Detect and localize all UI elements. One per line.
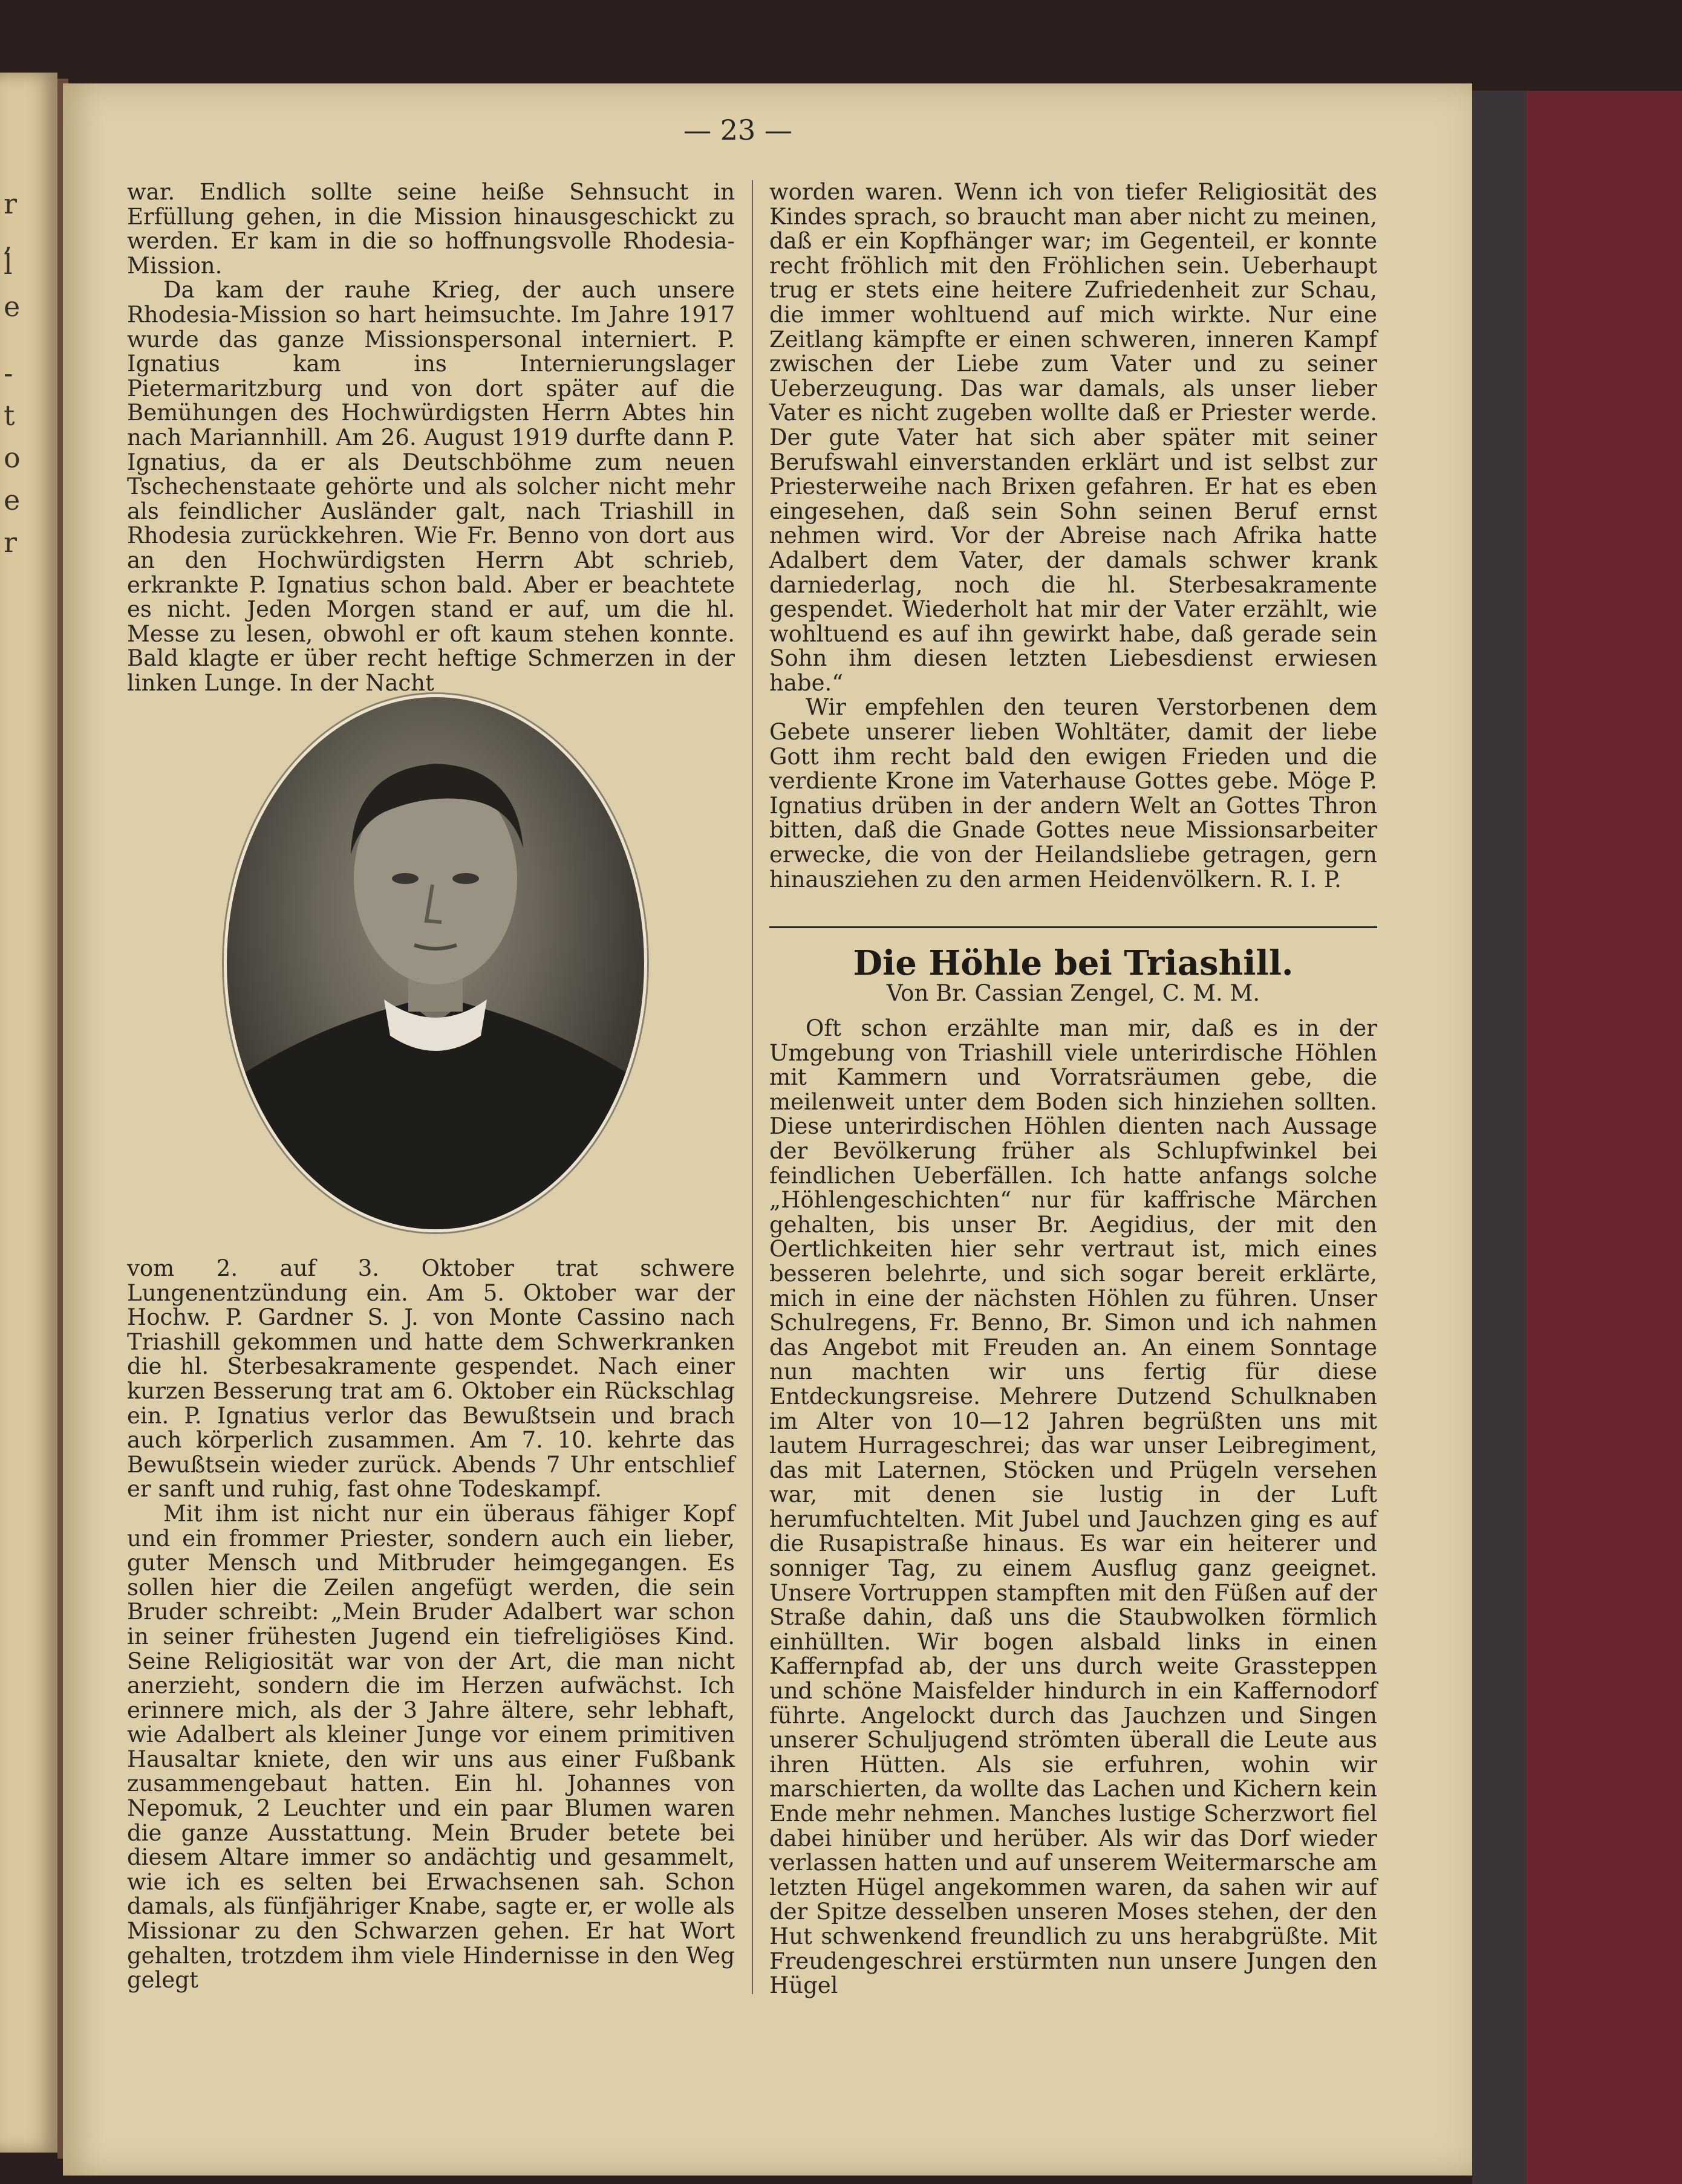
right-column-top [769, 180, 1377, 892]
column-divider [752, 180, 753, 1994]
left-page-fragment: r [4, 526, 17, 559]
paragraph: Oft schon erzählte man mir, daß es in der Umgebung von Triashill viele unterirdische Höhlen mit Kammern und Vorratsräumen gebe, die meilenweit unter dem Boden sich hinziehen sollten. Diese unterirdischen Höhlen dienten nach Aussage der Bevölkerung früher als Schlupfwinkel bei feindlichen Ueberfällen. Ich hatte anfangs solche „Höhlengeschichten“ nur für kaffrische Märchen gehalten, bis unser Br. Aegidius, der mit den Oertlichkeiten hier sehr vertraut ist, mich eines besseren belehrte, und sich sogar bereit erklärte, mich in eine der nächsten Höhlen zu führen. Unser Schulregens, Fr. Benno, Br. Simon und ich nahmen das Angebot mit Freuden an. An einem Sonntage nun machten wir uns fertig für diese Entdeckungsreise. Mehrere Dutzend Schulknaben im Alter von 10—12 Jahren begrüßten uns mit lautem Hurrageschrei; das war unser Leibregiment, das mit Laternen, Stöcken und Prügeln versehen war, mit denen sie lustig in der Luft herumfuchtelten. Mit Jubel und Jauchzen ging es auf die Rusapistraße hinaus. Es war ein heiterer und sonniger Tag, zu einem Ausflug ganz geeignet. Unsere Vortruppen stampften mit den Füßen auf der Straße dahin, daß uns die Staubwolken förmlich einhüllten. Wir bogen alsbald links in einen Kaffernpfad ab, der uns durch weite Grassteppen und schöne Maisfelder hindurch in ein Kaffernodorf führte. Angelockt durch das Jauchzen und Singen unserer Schuljugend strömten überall die Leute aus ihren Hütten. Als sie erfuhren, wohin wir marschierten, da wollte das Lachen und Kichern kein Ende mehr nehmen. Manches lustige Scherzwort fiel dabei hinüber und herüber. Als wir das Dorf wieder verlassen hatten und auf unserem Weitermarsche am letzten Hügel angekommen waren, da sahen wir auf der Spitze desselben unseren Moses stehen, der den Hut schwenkend freundlich zu uns herabgrüßte. Mit Freudengeschrei erstürmten nun unsere Jungen den Hügel [769, 1015, 1377, 1999]
left-column-bottom [127, 1256, 735, 1993]
article-title: Die Höhle bei Triashill. [853, 943, 1294, 983]
right-column-article [769, 1016, 1377, 1998]
book-cover-edge [1472, 91, 1682, 2184]
portrait-illustration [227, 697, 644, 1229]
cover-board [1472, 91, 1527, 2184]
article-separator-rule [769, 926, 1377, 928]
left-page-fragment: e [4, 484, 21, 516]
paragraph: war. Endlich sollte seine heiße Sehnsucht in Erfüllung gehen, in die Mission hinausgeschickt zu werden. Er kam in die so hoffnungsvolle Rhodesia-Mission. [127, 179, 735, 279]
left-page-fragment: l [4, 248, 13, 281]
paragraph: worden waren. Wenn ich von tiefer Religiosität des Kindes sprach, so braucht man aber nicht zu meinen, daß er ein Kopfhänger war; im Gegenteil, er konnte recht fröhlich mit den Fröhlichen sein. Ueberhaupt trug er stets eine heitere Zufriedenheit zur Schau, die immer wohltuend auf mich wirkte. Nur eine Zeitlang kämpfte er einen schweren, inneren Kampf zwischen der Liebe zum Vater und zu seiner Ueberzeugung. Das war damals, als unser lieber Vater es nicht zugeben wollte daß er Priester werde. Der gute Vater hat sich aber später mit seiner Berufswahl einverstanden erklärt und ist selbst zur Priesterweihe nach Brixen gefahren. Er hat es eben eingesehen, daß sein Sohn seinen Beruf ernst nehmen wird. Vor der Abreise nach Afrika hatte Adalbert dem Vater, der damals schwer krank darniederlag, noch die hl. Sterbesakramente gespendet. Wiederholt hat mir der Vater erzählt, wie wohltuend es auf ihn gewirkt habe, daß gerade sein Sohn ihm diesen letzten Liebesdienst erwiesen habe.“ [769, 179, 1377, 696]
paragraph: Wir empfehlen den teuren Verstorbenen dem Gebete unserer lieben Wohltäter, damit der liebe Gott ihm recht bald den ewigen Frieden und die verdiente Krone im Vaterhause Gottes gebe. Möge P. Ignatius drüben in der andern Welt an Gottes Thron bitten, daß die Gnade Gottes neue Missionsarbeiter erwecke, die von der Heilandsliebe getragen, gern hinausziehen zu den armen Heidenvölkern. R. I. P. [769, 694, 1377, 892]
article-byline: Von Br. Cassian Zengel, C. M. M. [886, 980, 1260, 1006]
left-column-top [127, 180, 735, 695]
left-page-fragment: r [4, 187, 17, 220]
left-page-fragment: e [4, 290, 21, 323]
left-page-fragment: , [4, 224, 13, 256]
paragraph: vom 2. auf 3. Oktober trat schwere Lungenentzündung ein. Am 5. Oktober war der Hochw. P. Gardner S. J. von Monte Cassino nach Triashill gekommen und hatte dem Schwerkranken die hl. Sterbesakramente gespendet. Nach einer kurzen Besserung trat am 6. Oktober ein Rückschlag ein. P. Ignatius verlor das Bewußtsein und brach auch körperlich zusammen. Am 7. 10. kehrte das Bewußtsein wieder zurück. Abends 7 Uhr entschlief er sanft und ruhig, fast ohne Todeskampf. [127, 1255, 735, 1503]
left-page-fragment: - [4, 357, 13, 389]
left-page-edge [0, 73, 57, 2153]
paragraph: Da kam der rauhe Krieg, der auch unsere Rhodesia-Mission so hart heimsuchte. Im Jahre 1917 wurde das ganze Missionspersonal interniert. P. Ignatius kam ins Internierungslager Pietermaritzburg und von dort später auf die Bemühungen des Hochwürdigsten Herrn Abtes hin nach Mariannhill. Am 26. August 1919 durfte dann P. Ignatius, da er als Deutschböhme zum neuen Tschechenstaate gehörte und als solcher nicht mehr als feindlicher Ausländer galt, nach Triashill in Rhodesia zurückkehren. Wie Fr. Benno von dort aus an den Hochwürdigsten Herrn Abt schrieb, erkrankte P. Ignatius schon bald. Aber er beachtete es nicht. Jeden Morgen stand er auf, um die hl. Messe zu lesen, obwohl er oft kaum stehen konnte. Bald klagte er über recht heftige Schmerzen in der linken Lunge. In der Nacht [127, 277, 735, 696]
priest-portrait-photo [224, 694, 647, 1232]
left-page-fragment: o [4, 441, 21, 474]
paragraph: Mit ihm ist nicht nur ein überaus fähiger Kopf und ein frommer Priester, sondern auch ein lieber, guter Mensch und Mitbruder heimgegangen. Es sollen hier die Zeilen angefügt werden, die sein Bruder schreibt: „Mein Bruder Adalbert war schon in seiner frühesten Jugend ein tiefreligiöses Kind. Seine Religiosität war von der Art, die man nicht anerzieht, sondern die im Herzen aufwächst. Ich erinnere mich, als der 3 Jahre ältere, sehr lebhaft, wie Adalbert als kleiner Junge vor einem primitiven Hausaltar kniete, den wir uns aus einer Fußbank zusammengebaut hatten. Ein hl. Johannes von Nepomuk, 2 Leuchter und ein paar Blumen waren die ganze Ausstattung. Mein Bruder betete bei diesem Altare immer so andächtig und gesammelt, wie ich es selten bei Erwachsenen sah. Schon damals, als fünfjähriger Knabe, sagte er, er wolle als Missionar zu den Schwarzen gehen. Er hat Wort gehalten, trotzdem ihm viele Hindernisse in den Weg gelegt [127, 1500, 735, 1994]
page-number: — 23 — [683, 114, 792, 146]
left-page-fragment: t [4, 399, 15, 432]
